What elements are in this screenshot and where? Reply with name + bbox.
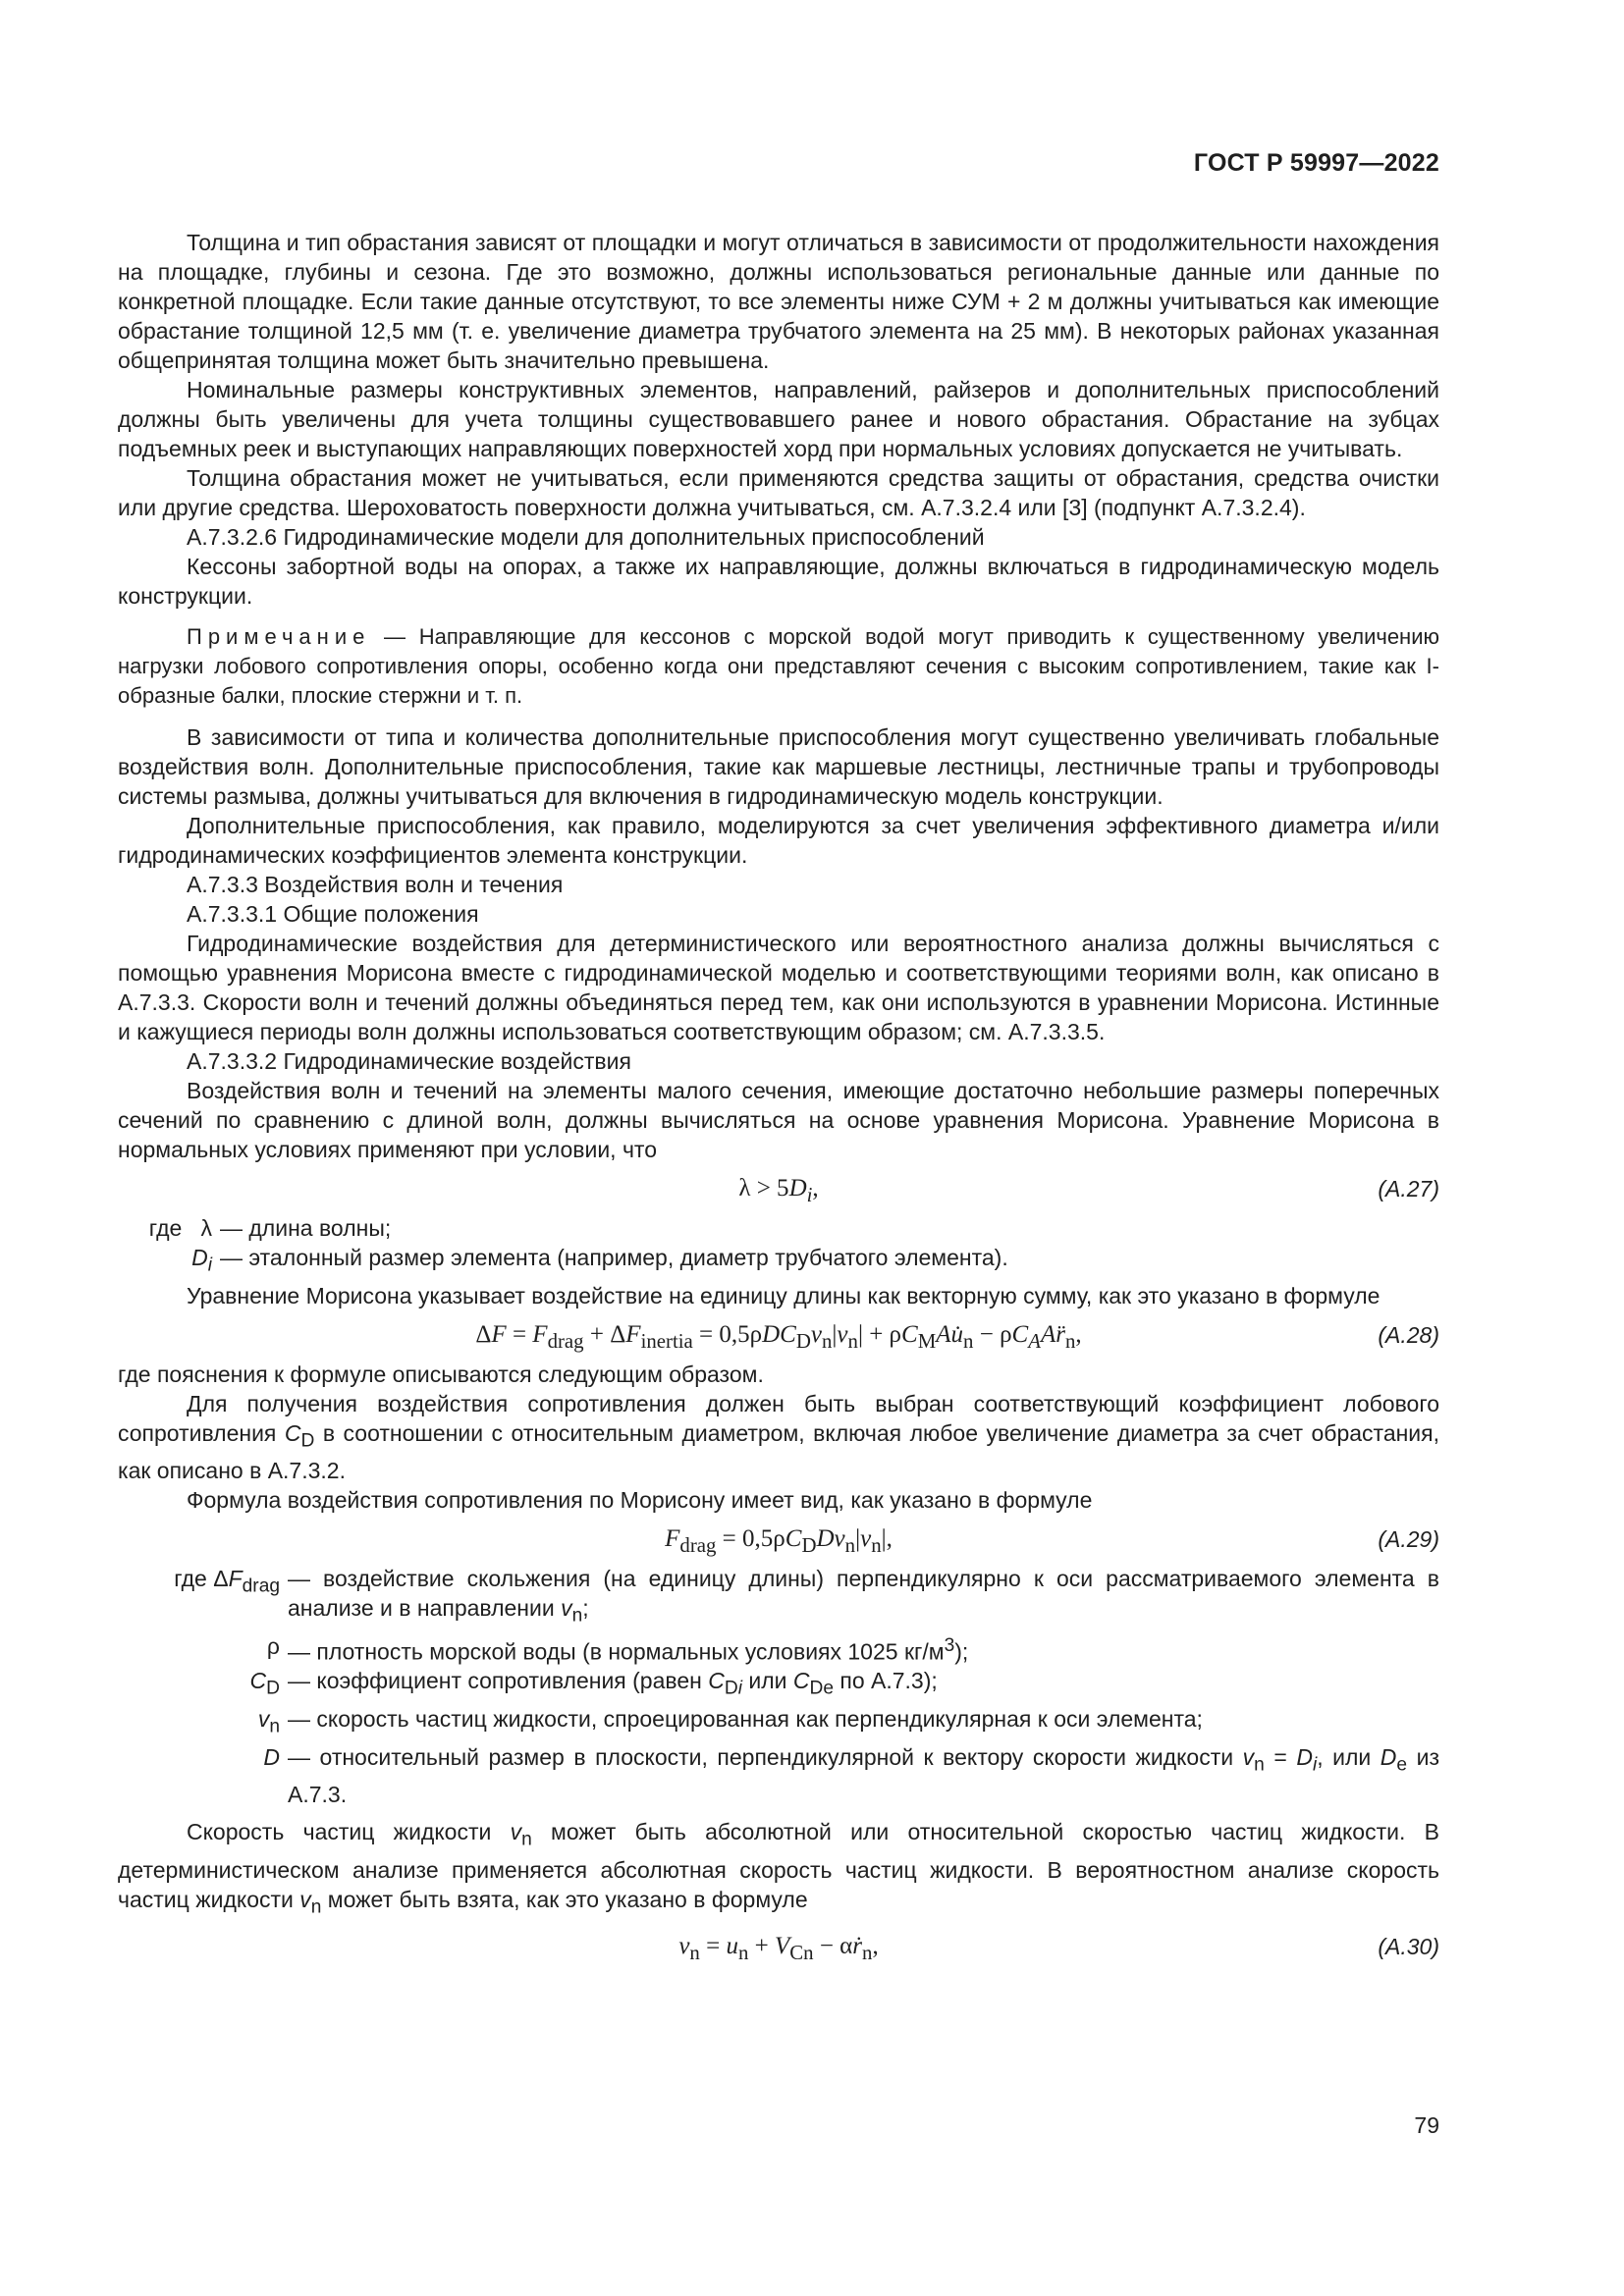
note-text: — Направляющие для кессонов с морской водой могут приводить к существенному увеличению нагрузки лобового сопротивления опоры, особенно когда они представляют сечения с высоким сопротивлением, такие как I-образные балки, плоские стержни и т. п. [118,624,1439,708]
text-run: , или [1317,1743,1380,1770]
paragraph: Дополнительные приспособления, как правило, моделируются за счет увеличения эффективного диаметра и/или гидродинамических коэффициентов элемента конструкции. [118,813,1439,868]
note [118,622,1439,711]
definitions-list [118,1213,1439,1281]
text-run: может быть абсолютной или относительной скоростью частиц жидкости. В детерминистическом анализе применяется абсолютная скорость частиц жидкости. В вероятностном анализе скорость частиц жидкости [118,1819,1439,1912]
paragraph: Уравнение Морисона указывает воздействие на единицу длины как векторную сумму, как это указано в формуле [187,1282,1380,1308]
text-run: — относительный размер в плоскости, перпендикулярной к вектору скорости жидкости [288,1743,1243,1770]
definition-rho: ρ — плотность морской воды (в нормальных условиях 1025 $кг/м^3$); [118,1631,1439,1667]
definition-text: — длина волны; [220,1215,392,1241]
definitions-list [118,1564,1439,1809]
definition-text: — коэффициент сопротивления (равен $C_{Di}$ или $C_{De}$ по А.7.3); [288,1668,938,1700]
formula-expression: $\Delta F = F_{drag} + \Delta F_{inertia} = 0,5\rho DC_Dv_n|v_n|$ + $\rho C_MAu̇_n$ − $\rho C_AAr̈_n$, [475,1320,1082,1353]
text-run: — воздействие скольжения (на единицу длины) перпендикулярно к оси рассматриваемого элемента в анализе и в направлении [288,1566,1439,1622]
paragraph: Скорость частиц жидкости $v_n$ может быть абсолютной или относительной скоростью частиц жидкости. В детерминистическом анализе применяется абсолютная скорость частиц жидкости. В вероятностном анализе скорость частиц жидкости $v_n$ может быть взята, как это указано в формуле [118,1819,1439,1918]
definition-text: — относительный размер в плоскости, перпендикулярной к вектору скорости жидкости $v_n = D_i$, или $D_e$ из А.7.3. [288,1743,1440,1808]
text-run: — плотность морской воды (в нормальных условиях 1025 кг/м [288,1638,945,1665]
paragraph: Гидродинамические воздействия для детерминистического или вероятностного анализа должны вычисляться с помощью уравнения Морисона вместе с гидродинамической моделью и соответствующими теориями волн, как описано в А.7.3.3. Скорости волн и течений должны объединяться перед тем, как они используются в уравнении Морисона. Истинные и кажущиеся периоды волн должны использоваться соответствующим образом; см. А.7.3.3.5. [118,931,1439,1044]
formula-number: (A.30) [1378,1934,1439,1960]
formula-a27 [118,1164,1439,1213]
paragraph: Толщина обрастания может не учитываться, если применяются средства защиты от обрастания, средства очистки или другие средства. Шероховатость поверхности должна учитываться, см. А.7.3.2.4 или [3] (подпункт А.7.3.2.4). [118,465,1439,520]
document-id: ГОСТ Р 59997—2022 [1193,149,1439,177]
section-heading: А.7.3.3.2 Гидродинамические воздействия [187,1048,631,1074]
definition-cd: $C_D$ — коэффициент сопротивления (равен $C_{Di}$ или $C_{De}$ по А.7.3); [118,1666,1439,1704]
text-run: может быть взята, как это указано в формуле [321,1886,808,1912]
definition-text: — скорость частиц жидкости, спроецированная как перпендикулярная к оси элемента; [288,1706,1203,1733]
definition-text: — плотность морской воды (в нормальных условиях 1025 $кг/м^3$); [288,1634,969,1665]
formula-expression: $\lambda > 5D_i$, [738,1175,819,1206]
formula-expression: $F_{drag} = 0,5\rho C_DDv_n|v_n|$, [665,1525,893,1558]
section-heading: А.7.3.3.1 Общие положения [187,901,479,927]
paragraph: Воздействия волн и течений на элементы малого сечения, имеющие достаточно небольшие размеры поперечных сечений по сравнению с длиной волн, должны вычисляться на основе уравнения Морисона. Уравнение Морисона в нормальных условиях применяют при условии, что [118,1078,1439,1162]
formula-a28 [118,1310,1439,1360]
definition-di: $D_i$ — эталонный размер элемента (например, диаметр трубчатого элемента). [118,1243,1439,1281]
paragraph: Формула воздействия сопротивления по Морисону имеет вид, как указано в формуле [187,1487,1093,1514]
where-label: где [148,1215,183,1241]
formula-expression: $v_n = u_n + V_{Cn}$ − αṙ$_n$, [678,1933,879,1965]
definition-lambda: где λ — длина волны; [118,1213,1439,1243]
paragraph: Для получения воздействия сопротивления должен быть выбран соответствующий коэффициент лобового сопротивления $C_D$ в соотношении с относительным диаметром, включая любое увеличение диаметра за счет обрастания, как описано в А.7.3.2. [118,1390,1440,1484]
paragraph: где пояснения к формуле описываются следующим образом. [118,1361,764,1387]
definition-text: — эталонный размер элемента (например, диаметр трубчатого элемента). [220,1245,1008,1270]
section-heading: А.7.3.2.6 Гидродинамические модели для дополнительных приспособлений [187,524,985,550]
text-run: — коэффициент сопротивления (равен [288,1668,709,1694]
paragraph: Толщина и тип обрастания зависят от площадки и могут отличаться в зависимости от продолжительности нахождения на площадке, глубины и сезона. Где это возможно, должны использоваться региональные данные или данные по конкретной площадке. Если такие данные отсутствуют, то все элементы ниже СУМ + 2 м должны учитываться как имеющие обрастание толщиной 12,5 мм (т. е. увеличение диаметра трубчатого элемента на 25 мм). В некоторых районах указанная общепринятая толщина может быть значительно превышена. [118,230,1439,373]
page-number: 79 [1414,2112,1439,2138]
text-run: Для получения воздействия сопротивления должен быть выбран соответствующий коэффициент лобового сопротивления [118,1390,1439,1446]
section-heading: А.7.3.3 Воздействия волн и течения [187,872,564,897]
text-run: или [741,1668,793,1694]
formula-a29 [118,1515,1439,1564]
where-label: где [174,1566,207,1592]
text-run: Скорость частиц жидкости [187,1819,511,1845]
formula-number: (A.27) [1378,1176,1439,1201]
formula-a30 [118,1922,1439,1971]
text-run: из А.7.3. [288,1743,1440,1808]
definition-fdrag: где $\Delta F_{drag}$ — воздействие скольжения (на единицу длины) перпендикулярно к оси рассматриваемого элемента в анализе и в направлении $v_n$; [118,1564,1439,1631]
formula-number: (A.29) [1378,1526,1439,1553]
paragraph: Кессоны забортной воды на опорах, а также их направляющие, должны включаться в гидродинамическую модель конструкции. [118,554,1439,609]
text-run: по А.7.3); [833,1668,938,1694]
definition-vn: $v_n$ — скорость частиц жидкости, спроецированная как перпендикулярная к оси элемента; [118,1704,1439,1742]
paragraph: В зависимости от типа и количества дополнительные приспособления могут существенно увеличивать глобальные воздействия волн. Дополнительные приспособления, такие как маршевые лестницы, лестничные трапы и трубопроводы системы размыва, должны учитываться для включения в гидродинамическую модель конструкции. [118,724,1439,809]
definition-text: — воздействие скольжения (на единицу длины) перпендикулярно к оси рассматриваемого элемента в анализе и в направлении $v_n$; [288,1566,1439,1627]
definition-d: D — относительный размер в плоскости, перпендикулярной к вектору скорости жидкости $v_n = D_i$, или $D_e$ из А.7.3. [263,1743,1440,1808]
body-text [118,228,1439,1971]
paragraph: Номинальные размеры конструктивных элементов, направлений, райзеров и дополнительных приспособлений должны быть увеличены для учета толщины существовавшего ранее и нового обрастания. Обрастание на зубцах подъемных реек и выступающих направляющих поверхностей хорд при нормальных условиях допускается не учитывать. [118,377,1439,461]
text-run: в соотношении с относительным диаметром, включая любое увеличение диаметра за счет обрастания, как описано в А.7.3.2. [118,1419,1440,1484]
note-label: Примечание [187,624,371,649]
formula-number: (A.28) [1378,1321,1439,1348]
